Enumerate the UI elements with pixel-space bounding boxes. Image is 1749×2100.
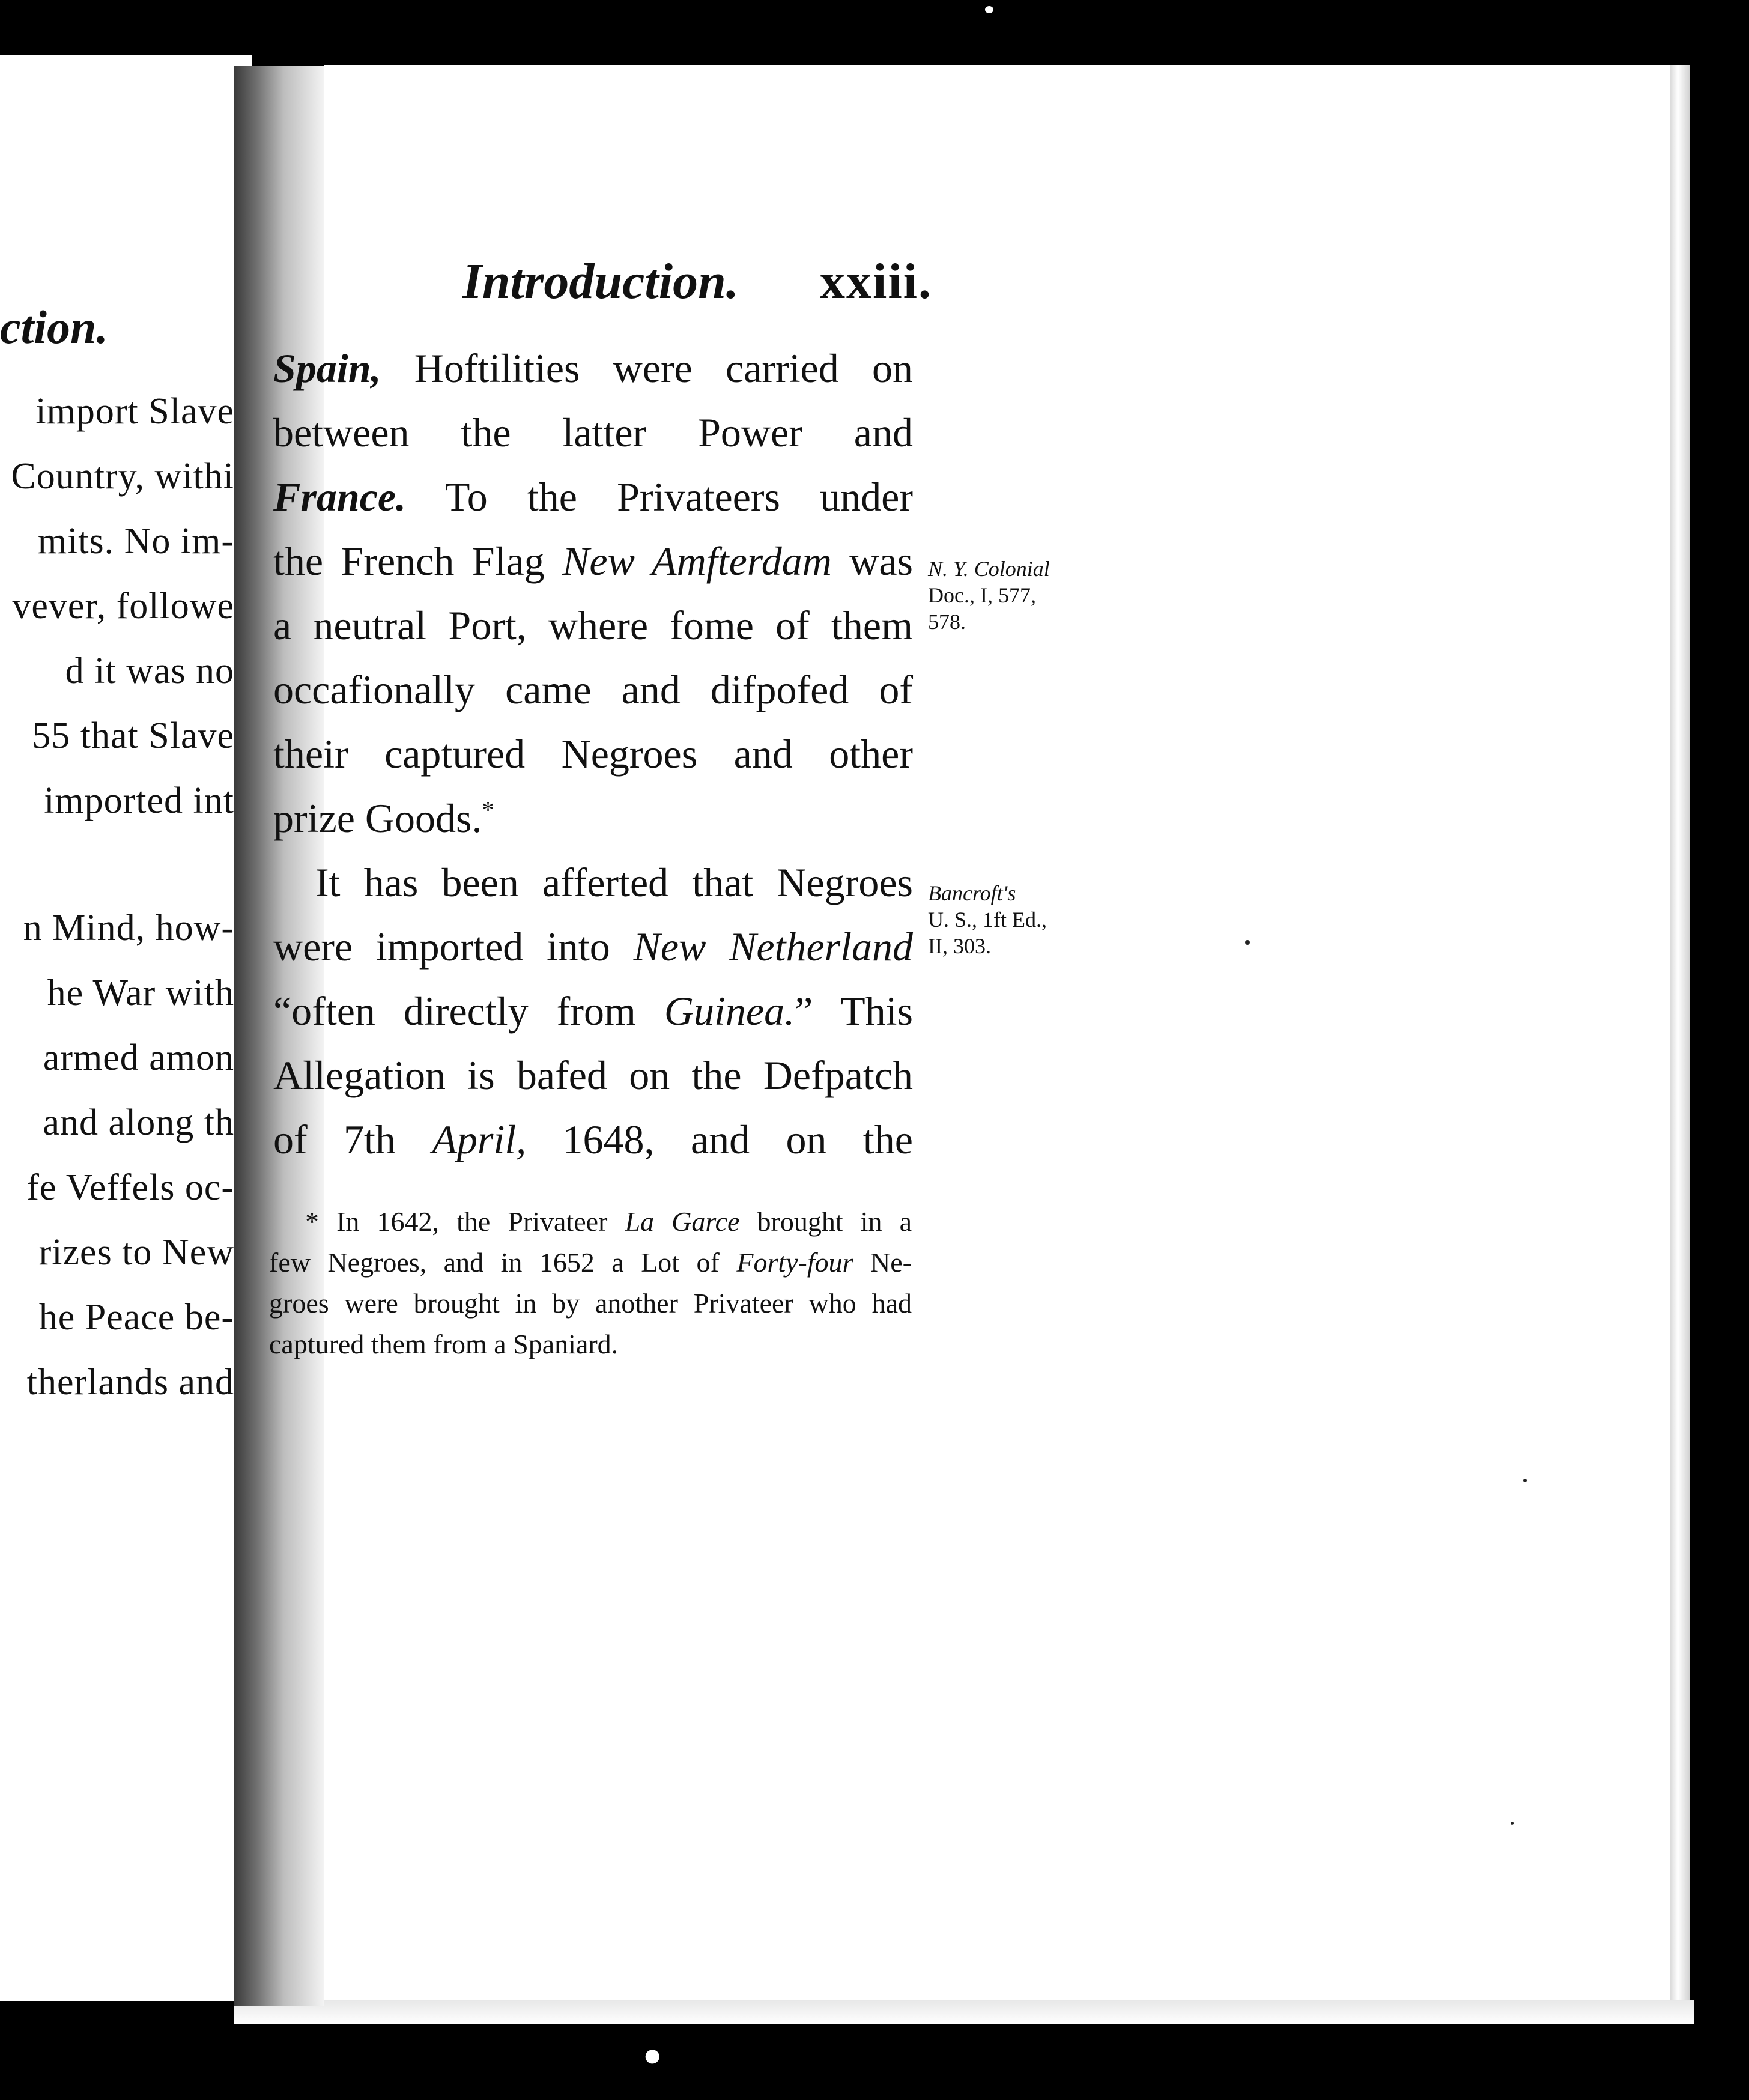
left-page-line: and along th [43, 1102, 234, 1143]
text-line: between the latter Power and [273, 410, 913, 455]
scan-mark [985, 6, 993, 13]
footnote-line: groes were brought in by another Privateer who had [269, 1288, 912, 1319]
scan-mark: ● [643, 2037, 662, 2073]
body-text [273, 336, 913, 1172]
margin-note-line: Doc., I, 577, [928, 583, 1036, 607]
page-bottom-edge [234, 2000, 1694, 2024]
left-page-line: therlands and [26, 1362, 234, 1403]
left-page-line: import Slave [35, 391, 234, 432]
left-page-fragment [0, 55, 252, 2001]
left-page-line: n Mind, how- [23, 908, 234, 948]
text-line: were imported into New Netherland [273, 924, 914, 970]
text-line: a neutral Port, where fome of them [273, 602, 913, 648]
text-line: “often directly from Guinea.” This [273, 988, 913, 1034]
text-line: prize Goods.* [273, 795, 494, 841]
text-line: the French Flag New Amfterdam was [273, 538, 913, 584]
text-line: Spain, Hoftilities were carried on [273, 345, 913, 391]
text-line: occafionally came and difpofed of [273, 667, 913, 712]
footnote-line: captured them from a Spaniard. [269, 1329, 619, 1359]
footnote-line: * In 1642, the Privateer La Garce brought in a [305, 1206, 912, 1237]
margin-note-line: U. S., 1ft Ed., [928, 908, 1047, 932]
left-page-line: 55 that Slave [32, 715, 234, 756]
left-page-line: armed amon [43, 1037, 234, 1078]
left-page-line: rizes to New [38, 1232, 234, 1273]
left-page-line: he Peace be- [38, 1297, 234, 1338]
page-edge [1670, 65, 1690, 2023]
left-page-header: ction. [0, 301, 108, 353]
text-line: their captured Negroes and other [273, 731, 913, 777]
margin-note-line: Bancroft's [928, 881, 1016, 905]
page-number: xxiii. [820, 253, 933, 309]
text-line: It has been afferted that Negroes [315, 860, 913, 905]
margin-note-line: II, 303. [928, 934, 991, 958]
running-head: Introduction. [462, 253, 739, 309]
margin-note-line: N. Y. Colonial [928, 557, 1050, 581]
margin-note-line: 578. [928, 610, 966, 634]
left-page-line: imported int [44, 780, 234, 821]
left-page-line: he War with [47, 973, 234, 1013]
left-page-line: d it was no [65, 651, 234, 691]
text-line: Allegation is bafed on the Defpatch [273, 1052, 913, 1098]
margin-note-ny-colonial [928, 556, 1050, 635]
left-page-line: mits. No im- [37, 521, 234, 562]
left-page-line: Country, withi [11, 456, 234, 497]
text-line: of 7th April, 1648, and on the [273, 1117, 913, 1162]
footnote-marker: * [482, 796, 494, 824]
margin-note-bancroft [928, 880, 1047, 959]
left-page-line: vever, followe [12, 586, 234, 627]
footnote-line: few Negroes, and in 1652 a Lot of Forty-four Ne- [269, 1247, 912, 1278]
footnote [269, 1201, 912, 1365]
text-line: France. To the Privateers under [273, 474, 913, 520]
left-page-line: fe Veffels oc- [26, 1167, 234, 1208]
